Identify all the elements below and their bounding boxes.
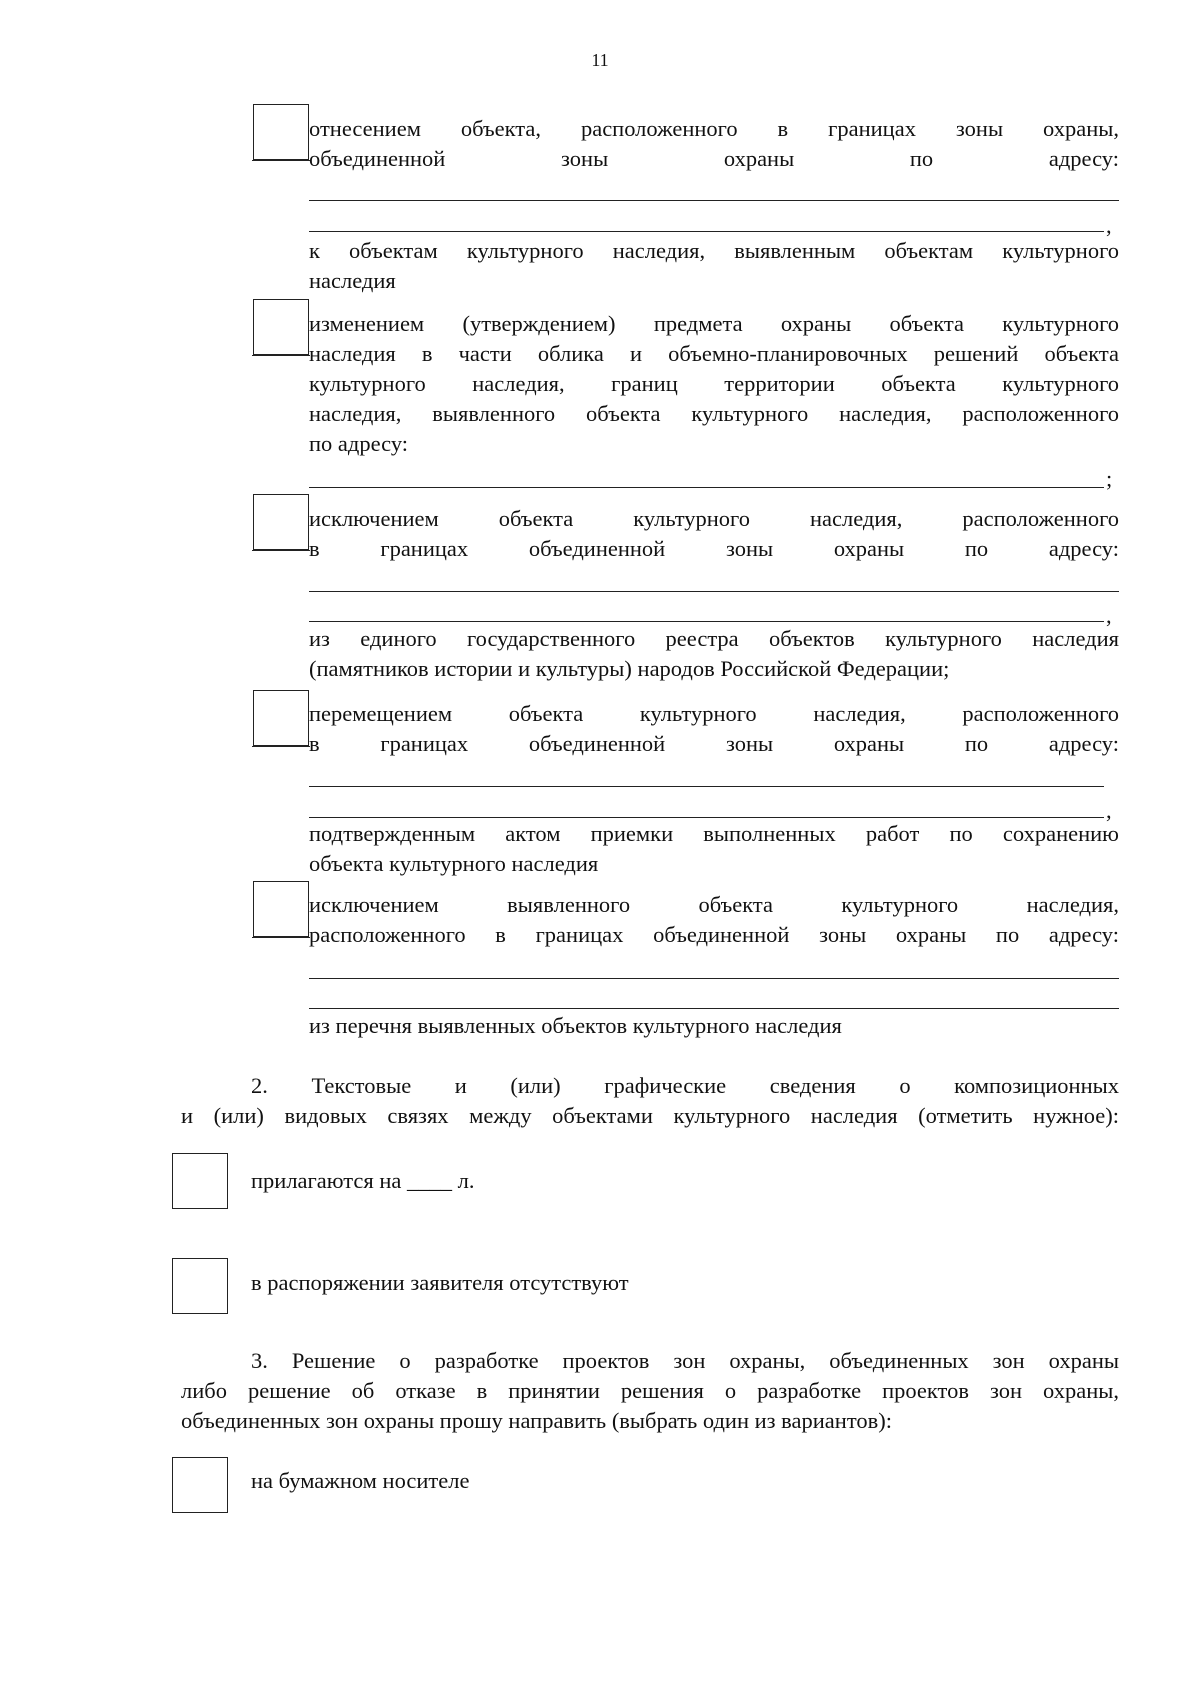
section3-para-line1: 3. Решение о разработке проектов зон охраны, объединенных зон охраны — [251, 1348, 1119, 1373]
item4-line1: перемещением объекта культурного наследия, расположенного — [309, 701, 1119, 726]
checkbox-exclude-heritage-object[interactable] — [253, 494, 309, 550]
item5-after-line1: из перечня выявленных объектов культурного наследия — [309, 1013, 842, 1038]
item1-line2: объединенной зоны охраны по адресу: — [309, 146, 1119, 171]
address-line-5b[interactable] — [309, 1008, 1119, 1009]
item3-after-line2: (памятников истории и культуры) народов Российской Федерации; — [309, 656, 950, 681]
checkbox-paper[interactable] — [172, 1457, 228, 1513]
item1-after-line1: к объектам культурного наследия, выявленным объектам культурного — [309, 238, 1119, 263]
address-line-3b[interactable] — [309, 621, 1104, 622]
item2-line4: наследия, выявленного объекта культурного наследия, расположенного — [309, 401, 1119, 426]
item5-line1: исключением выявленного объекта культурного наследия, — [309, 892, 1119, 917]
item2-line2: наследия в части облика и объемно-планировочных решений объекта — [309, 341, 1119, 366]
item1-line1: отнесением объекта, расположенного в границах зоны охраны, — [309, 116, 1119, 141]
item4-comma: , — [1106, 798, 1112, 823]
option-absent-label: в распоряжении заявителя отсутствуют — [251, 1270, 629, 1295]
item4-after-line1: подтвержденным актом приемки выполненных работ по сохранению — [309, 821, 1119, 846]
item2-line5: по адресу: — [309, 431, 409, 456]
address-line-1b[interactable] — [309, 231, 1104, 232]
section3-para-line2: либо решение об отказе в принятии решения о разработке проектов зон охраны, — [181, 1378, 1119, 1403]
item1-comma: , — [1106, 213, 1112, 238]
checkbox-change-protection-subject[interactable] — [253, 299, 309, 355]
item3-after-line1: из единого государственного реестра объектов культурного наследия — [309, 626, 1119, 651]
item3-comma: , — [1106, 603, 1112, 628]
item1-after-line2: наследия — [309, 268, 396, 293]
section2-para-line2: и (или) видовых связях между объектами культурного наследия (отметить нужное): — [181, 1103, 1119, 1128]
item5-line2: расположенного в границах объединенной зоны охраны по адресу: — [309, 922, 1119, 947]
address-line-2[interactable] — [309, 487, 1104, 488]
address-line-3a[interactable] — [309, 591, 1119, 592]
item2-semicolon: ; — [1106, 466, 1113, 491]
checkbox-relocate-object[interactable] — [253, 690, 309, 746]
page-number: 11 — [591, 50, 609, 70]
checkbox-exclude-identified-object[interactable] — [253, 881, 309, 937]
item4-after-line2: объекта культурного наследия — [309, 851, 599, 876]
checkbox-attached[interactable] — [172, 1153, 228, 1209]
option-paper-label: на бумажном носителе — [251, 1468, 470, 1493]
item2-line1: изменением (утверждением) предмета охраны объекта культурного — [309, 311, 1119, 336]
item3-line2: в границах объединенной зоны охраны по адресу: — [309, 536, 1119, 561]
item2-line3: культурного наследия, границ территории объекта культурного — [309, 371, 1119, 396]
checkbox-reassign-object[interactable] — [253, 104, 309, 160]
address-line-4a[interactable] — [309, 786, 1104, 787]
checkbox-absent[interactable] — [172, 1258, 228, 1314]
address-line-4b[interactable] — [309, 817, 1104, 818]
section2-para-line1: 2. Текстовые и (или) графические сведения о композиционных — [251, 1073, 1119, 1098]
option-attached-label: прилагаются на ____ л. — [251, 1168, 475, 1193]
section3-para-line3: объединенных зон охраны прошу направить (выбрать один из вариантов): — [181, 1408, 892, 1433]
item3-line1: исключением объекта культурного наследия, расположенного — [309, 506, 1119, 531]
item4-line2: в границах объединенной зоны охраны по адресу: — [309, 731, 1119, 756]
address-line-5a[interactable] — [309, 978, 1119, 979]
address-line-1a[interactable] — [309, 200, 1119, 201]
